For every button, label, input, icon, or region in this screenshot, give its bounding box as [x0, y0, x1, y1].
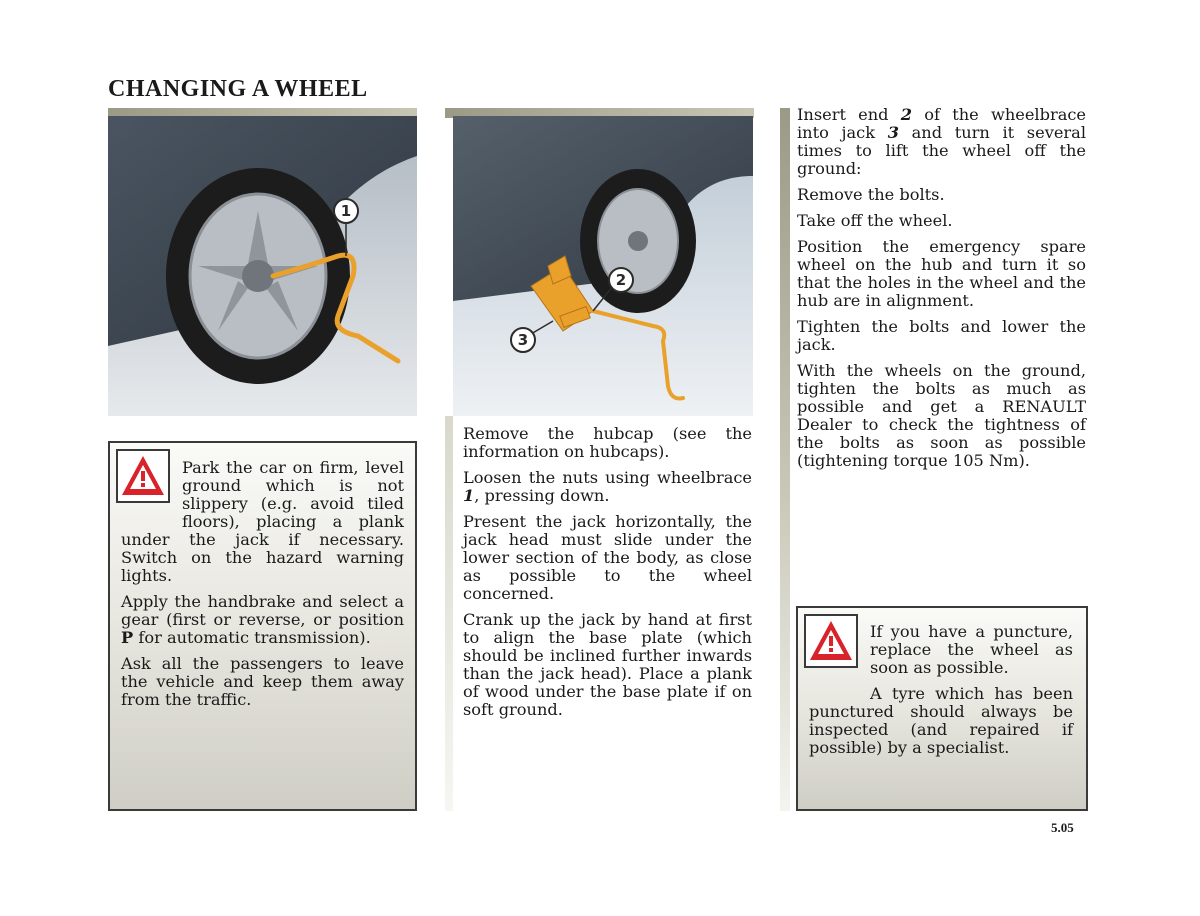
page-title: CHANGING A WHEEL	[108, 76, 368, 102]
page-number: 5.05	[1051, 820, 1074, 835]
middle-paragraph-3: Present the jack horizontally, the jack head must slide under the lower section of the body, as close as possible to the wheel concerned.	[463, 512, 752, 603]
callout-2: 2	[608, 267, 634, 293]
warning-right-paragraph-1: If you have a puncture, replace the wheel as soon as possible.	[870, 622, 1073, 677]
middle-paragraph-1: Remove the hubcap (see the information on hubcaps).	[463, 424, 752, 461]
warning-left-flow	[121, 459, 404, 717]
right-paragraph-6: With the wheels on the ground, tighten the bolts as much as possible and get a RENAULT Dealer to check the tightness of the bolts as soon as possible (tightening torque 105 Nm).	[797, 361, 1086, 470]
jack-illustration	[453, 116, 753, 416]
middle-paragraph-2: Loosen the nuts using wheelbrace 1, pressing down.	[463, 468, 752, 505]
middle-column-text	[463, 425, 752, 727]
figure-wheelbrace-on-wheel	[108, 116, 417, 416]
middle-paragraph-4: Crank up the jack by hand at first to align the base plate (which should be inclined further inwards than the jack head). Place a plank of wood under the base plate if on soft ground.	[463, 610, 752, 719]
warning-left-paragraph-3: Ask all the passengers to leave the vehicle and keep them away from the traffic.	[121, 654, 404, 709]
callout-3: 3	[510, 327, 536, 353]
warning-right-flow	[809, 623, 1073, 765]
warning-left-paragraph-1: Park the car on firm, level ground which is not slippery (e.g. avoid tiled floors), placing a plank under the jack if necessary. Switch on the hazard warning lights.	[121, 458, 404, 585]
wheel-illustration	[108, 116, 417, 416]
warning-right-paragraph-2: A tyre which has been punctured should always be inspected (and repaired if possible) by a specialist.	[809, 684, 1073, 757]
right-paragraph-5: Tighten the bolts and lower the jack.	[797, 317, 1086, 354]
right-column-bar	[780, 108, 790, 811]
right-paragraph-2: Remove the bolts.	[797, 185, 945, 204]
right-column-text	[797, 106, 1086, 478]
middle-column-fade	[445, 416, 453, 811]
warning-left-paragraph-2: Apply the handbrake and select a gear (first or reverse, or position P for automatic transmission).	[121, 592, 404, 647]
callout-1: 1	[333, 198, 359, 224]
right-paragraph-1: Insert end 2 of the wheelbrace into jack 3 and turn it several times to lift the wheel off the ground:	[797, 105, 1086, 178]
right-paragraph-4: Position the emergency spare wheel on the hub and turn it so that the holes in the wheel and the hub are in alignment.	[797, 237, 1086, 310]
right-paragraph-3: Take off the wheel.	[797, 211, 953, 230]
figure-jack-under-car	[453, 116, 753, 416]
